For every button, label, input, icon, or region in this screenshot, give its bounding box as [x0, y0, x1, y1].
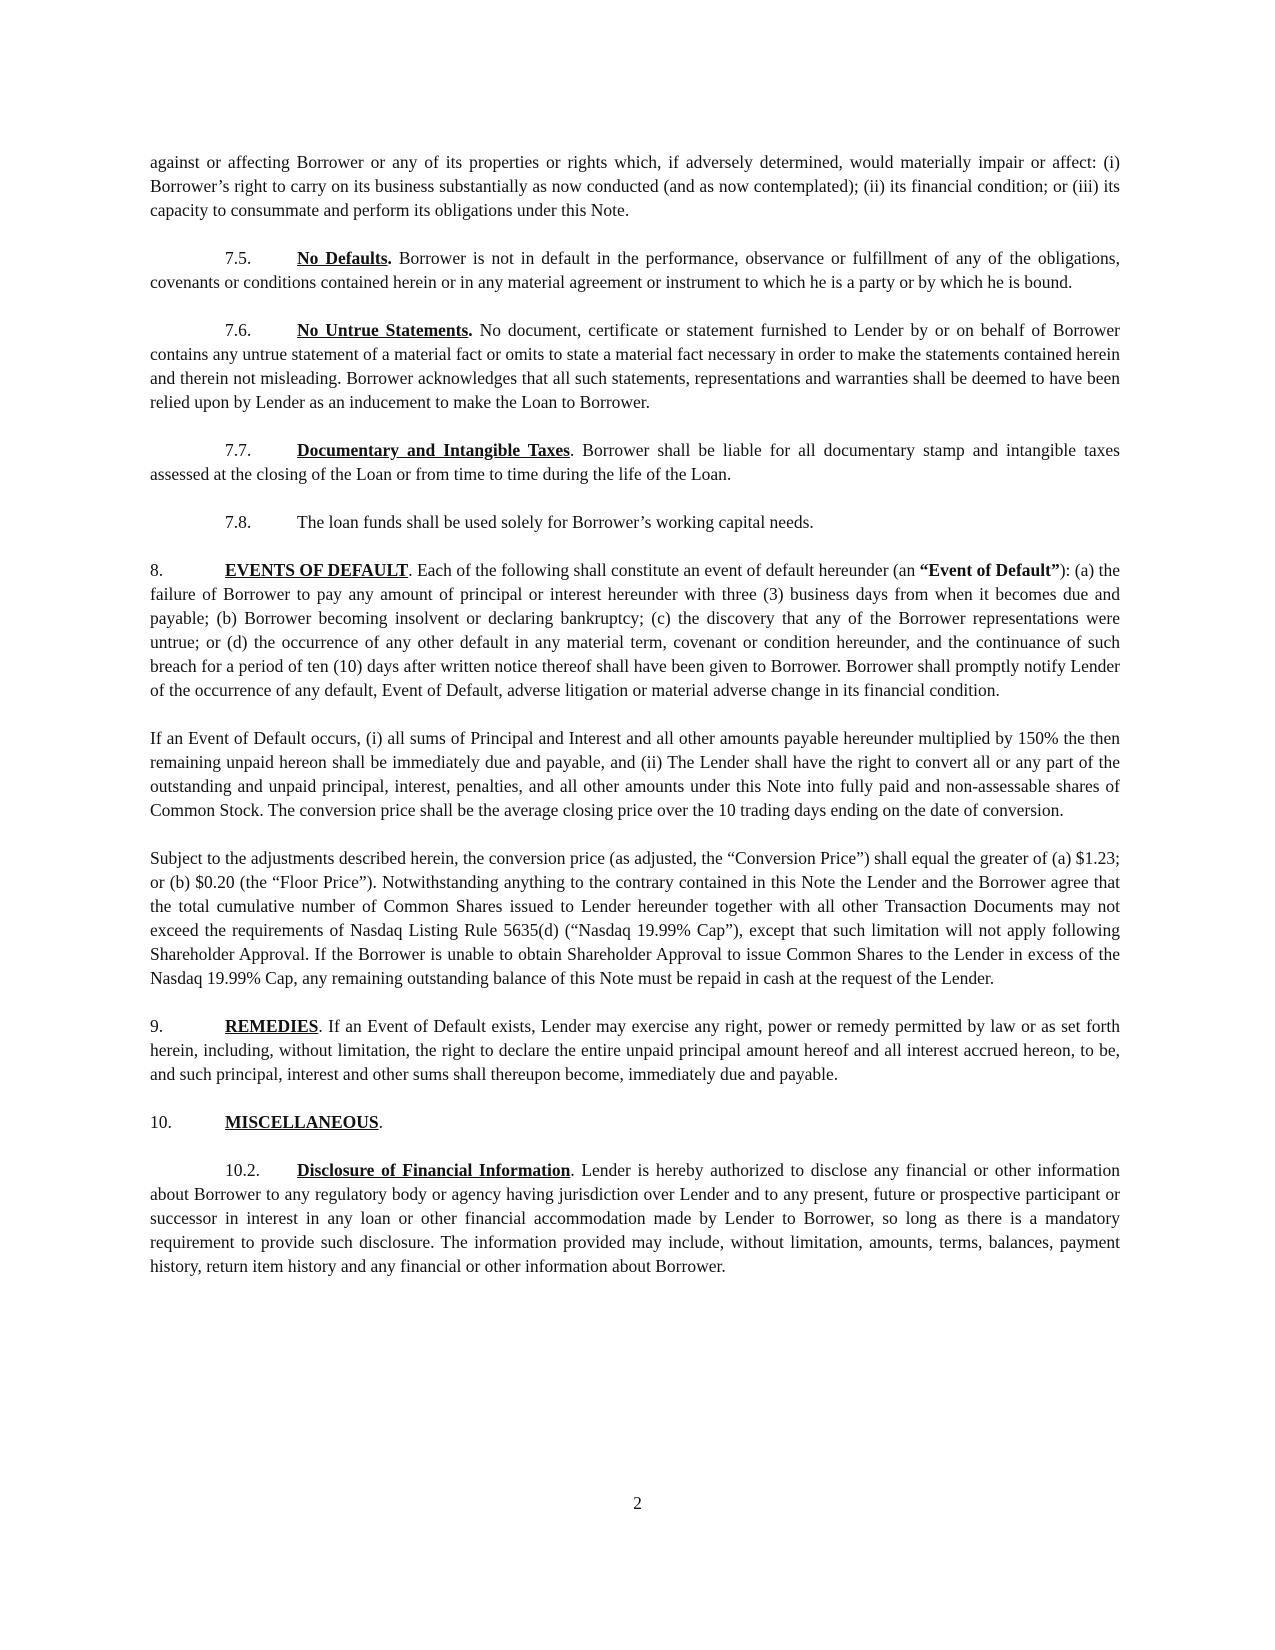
default-consequence-paragraph: If an Event of Default occurs, (i) all sums of Principal and Interest and all other amounts payable hereunder multiplied by 150% the then remaining unpaid hereon shall be immediately due and payable, and (ii) The Lender shall have the right to convert all or any part of the outstanding and unpaid principal, interest, penalties, and all other amounts under this Note into fully paid and non-assessable shares of Common Stock. The conversion price shall be the average closing price over the 10 trading days ending on the date of conversion.	[150, 728, 1120, 820]
section-number: 9.	[150, 1016, 164, 1036]
section-text: . Each of the following shall constitute an event of default hereunder (an	[408, 560, 920, 580]
section-text: . Borrower shall be liable for all documentary stamp and intangible taxes assessed at the closing of the Loan or from time to time during the life of the Loan.	[150, 440, 1120, 484]
intro-paragraph: against or affecting Borrower or any of its properties or rights which, if adversely determined, would materially impair or affect: (i) Borrower’s right to carry on its business substantially as now conducted (and as now contemplated); (ii) its financial condition; or (iii) its capacity to consummate and perform its obligations under this Note.	[150, 152, 1120, 220]
section-heading: REMEDIES	[225, 1016, 319, 1036]
section-heading: EVENTS OF DEFAULT	[225, 560, 409, 580]
section-heading: Disclosure of Financial Information	[297, 1160, 571, 1180]
section-number: 7.7.	[225, 440, 252, 460]
defined-term: “Event of Default”	[919, 560, 1060, 580]
section-7-6	[150, 318, 1120, 414]
page-number: 2	[633, 1493, 642, 1513]
section-text: . If an Event of Default exists, Lender may exercise any right, power or remedy permitted by law or as set forth herein, including, without limitation, the right to declare the entire unpaid principal amount hereof and all interest accrued hereon, to be, and such principal, interest and other sums shall thereupon become, immediately due and payable.	[150, 1016, 1120, 1084]
section-10-2	[150, 1158, 1120, 1278]
section-number: 7.8.	[225, 512, 252, 532]
section-text: No document, certificate or statement furnished to Lender by or on behalf of Borrower contains any untrue statement of a material fact or omits to state a material fact necessary in order to make the statements contained herein and therein not misleading. Borrower acknowledges that all such statements, representations and warranties shall be deemed to have been relied upon by Lender as an inducement to make the Loan to Borrower.	[150, 320, 1120, 412]
section-7-8	[150, 510, 1120, 534]
section-9-remedies	[150, 1014, 1120, 1086]
section-text: .	[378, 1112, 384, 1132]
conversion-price-paragraph: Subject to the adjustments described herein, the conversion price (as adjusted, the “Conversion Price”) shall equal the greater of (a) $1.23; or (b) $0.20 (the “Floor Price”). Notwithstanding anything to the contrary contained in this Note the Lender and the Borrower agree that the total cumulative number of Common Shares issued to Lender hereunder together with all other Transaction Documents may not exceed the requirements of Nasdaq Listing Rule 5635(d) (“Nasdaq 19.99% Cap”), except that such limitation will not apply following Shareholder Approval. If the Borrower is unable to obtain Shareholder Approval to issue Common Shares to the Lender in excess of the Nasdaq 19.99% Cap, any remaining outstanding balance of this Note must be repaid in cash at the request of the Lender.	[150, 848, 1120, 988]
section-7-7	[150, 438, 1120, 486]
section-heading-punct: .	[468, 320, 473, 340]
section-8-events-of-default	[150, 558, 1120, 702]
section-number: 7.5.	[225, 248, 252, 268]
section-number: 7.6.	[225, 320, 252, 340]
section-heading: Documentary and Intangible Taxes	[297, 440, 570, 460]
section-heading: MISCELLANEOUS	[225, 1112, 379, 1132]
section-number: 8.	[150, 560, 164, 580]
document-body	[150, 150, 1120, 1278]
section-number: 10.	[150, 1112, 172, 1132]
section-heading: No Untrue Statements	[297, 320, 469, 340]
section-text: Borrower is not in default in the performance, observance or fulfillment of any of the obligations, covenants or conditions contained herein or in any material agreement or instrument to which he is a party or by which he is bound.	[150, 248, 1120, 292]
section-number: 10.2.	[225, 1160, 260, 1180]
section-text: . Lender is hereby authorized to disclose any financial or other information about Borrower to any regulatory body or agency having jurisdiction over Lender and to any present, future or prospective participant or successor in interest in any loan or other financial accommodation made by Lender to Borrower, so long as there is a mandatory requirement to provide such disclosure. The information provided may include, without limitation, amounts, terms, balances, payment history, return item history and any financial or other information about Borrower.	[150, 1160, 1120, 1276]
section-text: The loan funds shall be used solely for Borrower’s working capital needs.	[297, 512, 814, 532]
section-7-5	[150, 246, 1120, 294]
section-heading-punct: .	[387, 248, 392, 268]
section-heading: No Defaults	[297, 248, 388, 268]
section-text: ): (a) the failure of Borrower to pay any amount of principal or interest hereunder with three (3) business days from when it becomes due and payable; (b) Borrower becoming insolvent or declaring bankruptcy; (c) the discovery that any of the Borrower representations were untrue; or (d) the occurrence of any other default in any material term, covenant or condition hereunder, and the continuance of such breach for a period of ten (10) days after written notice thereof shall have been given to Borrower. Borrower shall promptly notify Lender of the occurrence of any default, Event of Default, adverse litigation or material adverse change in its financial condition.	[150, 560, 1120, 700]
section-10-miscellaneous	[150, 1110, 1120, 1134]
